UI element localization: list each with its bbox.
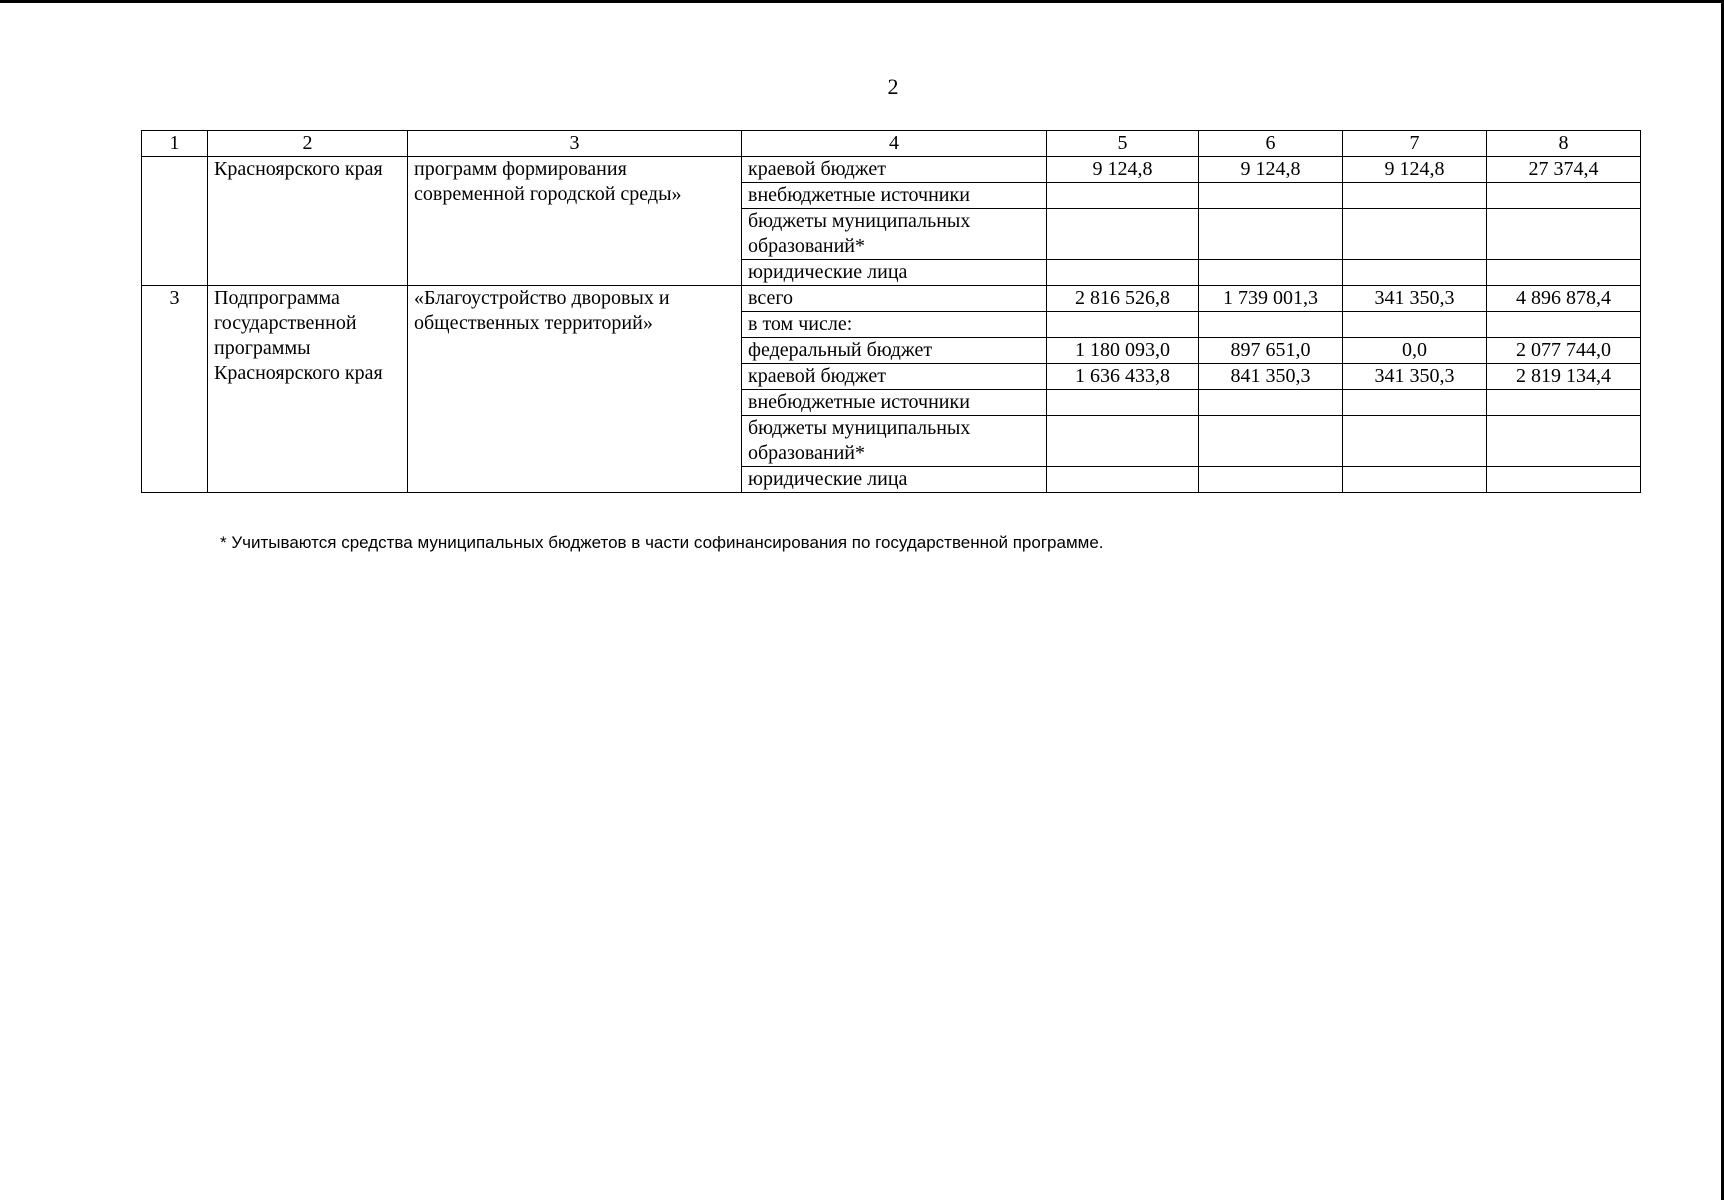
value-cell: 341 350,3 (1343, 364, 1487, 390)
value-cell (1199, 183, 1343, 209)
value-cell (1487, 416, 1641, 467)
value-cell: 9 124,8 (1199, 157, 1343, 183)
value-cell: 2 077 744,0 (1487, 338, 1641, 364)
funding-source-cell: юридические лица (742, 467, 1047, 493)
value-cell (1487, 390, 1641, 416)
value-cell: 9 124,8 (1047, 157, 1199, 183)
funding-source-cell: федеральный бюджет (742, 338, 1047, 364)
header-cell: 4 (742, 131, 1047, 157)
footnote: * Учитываются средства муниципальных бюджетов в части софинансирования по государственной программе. (220, 533, 1104, 552)
value-cell (1047, 416, 1199, 467)
value-cell (1047, 312, 1199, 338)
funding-source-cell: в том числе: (742, 312, 1047, 338)
header-cell: 6 (1199, 131, 1343, 157)
program-name-cell: Подпрограмма государственной программы Красноярского края (208, 286, 408, 493)
value-cell (1343, 260, 1487, 286)
value-cell: 341 350,3 (1343, 286, 1487, 312)
value-cell (1487, 183, 1641, 209)
page-number: 2 (887, 74, 899, 99)
funding-source-cell: внебюджетные источники (742, 390, 1047, 416)
funding-source-cell: внебюджетные источники (742, 183, 1047, 209)
value-cell: 27 374,4 (1487, 157, 1641, 183)
funding-source-cell: краевой бюджет (742, 157, 1047, 183)
header-cell: 3 (408, 131, 742, 157)
value-cell (1199, 260, 1343, 286)
funding-source-cell: юридические лица (742, 260, 1047, 286)
value-cell: 9 124,8 (1343, 157, 1487, 183)
header-cell: 8 (1487, 131, 1641, 157)
header-cell: 1 (142, 131, 208, 157)
value-cell (1487, 467, 1641, 493)
header-cell: 5 (1047, 131, 1199, 157)
header-cell: 7 (1343, 131, 1487, 157)
value-cell: 1 636 433,8 (1047, 364, 1199, 390)
value-cell: 1 180 093,0 (1047, 338, 1199, 364)
table-row (142, 157, 1641, 183)
value-cell (1047, 467, 1199, 493)
value-cell: 897 651,0 (1199, 338, 1343, 364)
value-cell: 2 819 134,4 (1487, 364, 1641, 390)
funding-source-cell: бюджеты муниципальных образований* (742, 416, 1047, 467)
program-title-cell: «Благоустройство дворовых и общественных территорий» (408, 286, 742, 493)
value-cell (1487, 209, 1641, 260)
value-cell: 2 816 526,8 (1047, 286, 1199, 312)
value-cell (1047, 260, 1199, 286)
value-cell (1487, 312, 1641, 338)
funding-source-cell: краевой бюджет (742, 364, 1047, 390)
header-cell: 2 (208, 131, 408, 157)
funding-source-cell: бюджеты муниципальных образований* (742, 209, 1047, 260)
value-cell (1199, 416, 1343, 467)
program-name-cell: Красноярского края (208, 157, 408, 286)
program-title-cell: программ формирования современной городской среды» (408, 157, 742, 286)
value-cell (1047, 209, 1199, 260)
value-cell (1343, 416, 1487, 467)
value-cell (1343, 209, 1487, 260)
value-cell (1199, 467, 1343, 493)
value-cell (1487, 260, 1641, 286)
row-number-cell (142, 157, 208, 286)
value-cell (1199, 312, 1343, 338)
table-row (142, 286, 1641, 312)
row-number-cell: 3 (142, 286, 208, 493)
value-cell (1343, 390, 1487, 416)
value-cell: 841 350,3 (1199, 364, 1343, 390)
page-frame-top (0, 0, 1724, 3)
value-cell (1047, 183, 1199, 209)
budget-table (141, 130, 1641, 493)
table-header-row (142, 131, 1641, 157)
value-cell (1343, 312, 1487, 338)
value-cell (1199, 390, 1343, 416)
value-cell (1199, 209, 1343, 260)
value-cell (1047, 390, 1199, 416)
value-cell: 0,0 (1343, 338, 1487, 364)
funding-source-cell: всего (742, 286, 1047, 312)
value-cell: 4 896 878,4 (1487, 286, 1641, 312)
value-cell: 1 739 001,3 (1199, 286, 1343, 312)
value-cell (1343, 467, 1487, 493)
value-cell (1343, 183, 1487, 209)
